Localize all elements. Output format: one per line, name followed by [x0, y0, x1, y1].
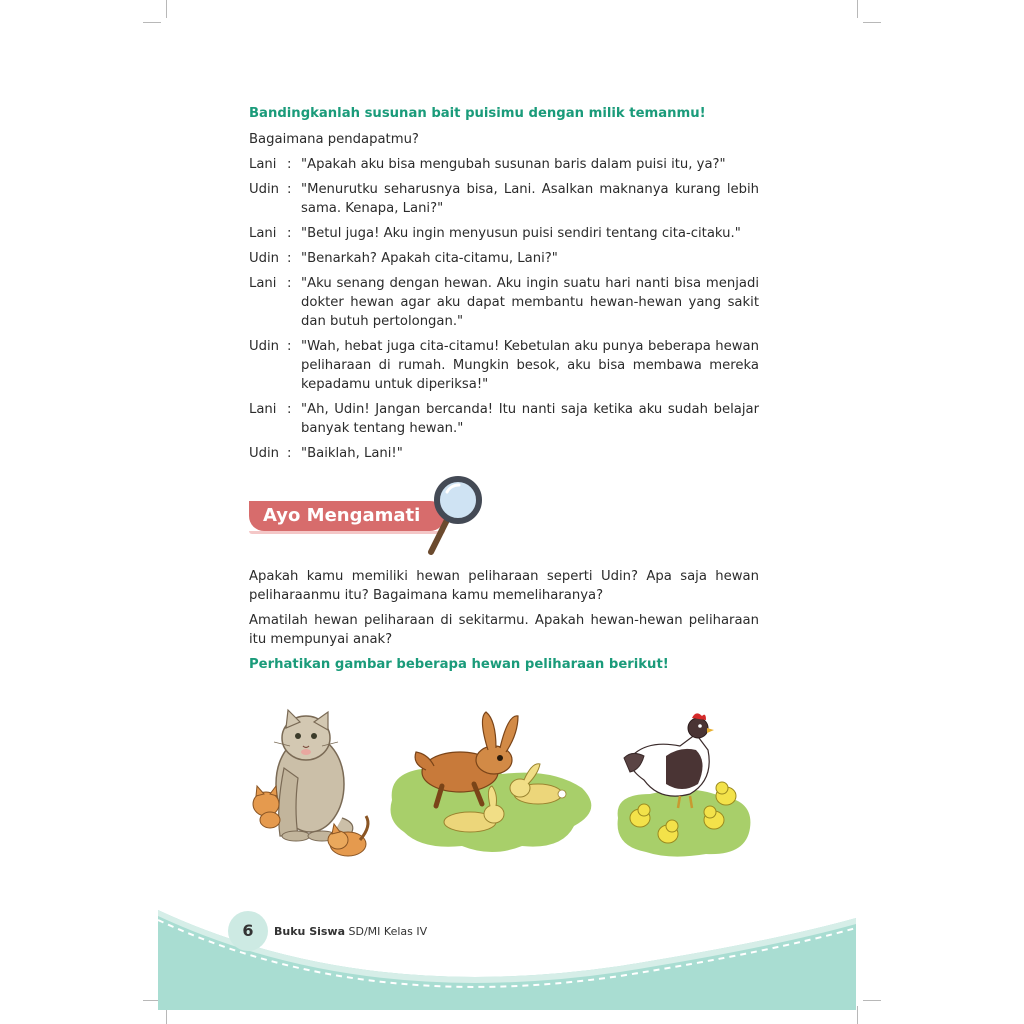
dialog-line — [249, 249, 759, 268]
question-text: Bagaimana pendapatmu? — [249, 132, 419, 147]
dialog-line — [249, 337, 759, 394]
dialog-speaker: Udin — [249, 339, 280, 354]
dialog-line — [249, 155, 759, 174]
dialog-line — [249, 180, 759, 218]
dialog-text: "Wah, hebat juga cita-citamu! Kebetulan aku punya beberapa hewan peliharaan di rumah. Mungkin besok, aku bisa membawa mereka kepadamu untuk diperiksa!" — [301, 339, 759, 392]
dialog-colon: : — [287, 446, 292, 461]
dialog-list — [249, 155, 759, 463]
dialog-text: "Baiklah, Lani!" — [301, 446, 403, 461]
dialog-speaker: Lani — [249, 402, 277, 417]
instruction-heading: Bandingkanlah susunan bait puisimu dengan milik temanmu! — [249, 106, 706, 121]
dialog-text: "Aku senang dengan hewan. Aku ingin suatu hari nanti bisa menjadi dokter hewan agar aku dapat membantu hewan-hewan yang sakit dan butuh pertolongan." — [301, 276, 759, 329]
book-title-bold: Buku Siswa — [274, 925, 346, 938]
hen-with-chicks-illustration — [610, 710, 756, 862]
dialog-colon: : — [287, 251, 292, 266]
dialog-speaker: Udin — [249, 182, 280, 197]
dialog-colon: : — [287, 226, 292, 241]
magnifier-icon — [425, 474, 487, 558]
dialog-text: "Betul juga! Aku ingin menyusun puisi sendiri tentang cita-citaku." — [301, 226, 741, 241]
dialog-colon: : — [287, 276, 292, 291]
book-title — [274, 925, 427, 938]
dialog-speaker: Lani — [249, 226, 277, 241]
instruction-paragraph: Amatilah hewan peliharaan di sekitarmu. Apakah hewan-hewan peliharaan itu mempunyai anak? — [249, 613, 759, 647]
section-title: Ayo Mengamati — [249, 501, 445, 531]
crop-mark — [863, 22, 881, 23]
dialog-speaker: Udin — [249, 251, 280, 266]
page-number: 6 — [228, 911, 268, 951]
instruction-heading-2: Perhatikan gambar beberapa hewan peliharaan berikut! — [249, 657, 669, 672]
dialog-colon: : — [287, 157, 292, 172]
dialog-speaker: Lani — [249, 276, 277, 291]
dialog-speaker: Udin — [249, 446, 280, 461]
observation-section — [249, 567, 759, 681]
section-header — [249, 474, 489, 558]
dialog-colon: : — [287, 402, 292, 417]
dialog-colon: : — [287, 182, 292, 197]
crop-mark — [857, 0, 858, 18]
dialog-speaker: Lani — [249, 157, 277, 172]
rabbit-with-young-illustration — [382, 710, 598, 858]
crop-mark — [143, 22, 161, 23]
dialog-line — [249, 400, 759, 438]
book-title-rest: SD/MI Kelas IV — [345, 925, 428, 938]
footer-wave — [0, 880, 1024, 1024]
dialog-text: "Ah, Udin! Jangan bercanda! Itu nanti saja ketika aku sudah belajar banyak tentang hewan." — [301, 402, 759, 436]
dialog-line — [249, 224, 759, 243]
dialog-text: "Apakah aku bisa mengubah susunan baris dalam puisi itu, ya?" — [301, 157, 726, 172]
dialog-section — [249, 104, 759, 469]
dialog-line — [249, 444, 759, 463]
dialog-colon: : — [287, 339, 292, 354]
dialog-text: "Menurutku seharusnya bisa, Lani. Asalkan maknanya kurang lebih sama. Kenapa, Lani?" — [301, 182, 759, 216]
question-paragraph: Apakah kamu memiliki hewan peliharaan seperti Udin? Apa saja hewan peliharaanmu itu? Bagaimana kamu memeliharanya? — [249, 569, 759, 603]
dialog-text: "Benarkah? Apakah cita-citamu, Lani?" — [301, 251, 558, 266]
dialog-line — [249, 274, 759, 331]
cat-with-kittens-illustration — [248, 708, 376, 868]
crop-mark — [166, 0, 167, 18]
